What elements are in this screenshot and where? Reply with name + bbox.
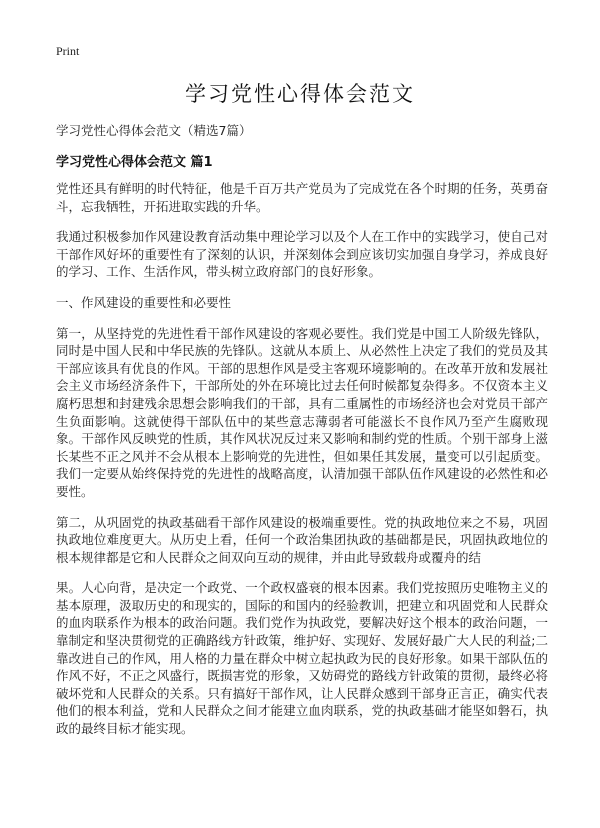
paragraph-first-point: 第一，从坚持党的先进性看干部作风建设的客观必要性。我们党是中国工人阶级先锋队，同时是中国人民和中华民族的先锋队。这就从本质上、从必然性上决定了我们的党员及其干部应该具有优良的作风。干部的思想作风是受主客观环境影响的。在改革开放和发展社会主义市场经济条件下，干部所处的外在环境比过去任何时候都复杂得多。不仅资本主义腐朽思想和封建残余思想会影响我们的干部，具有二重属性的市场经济也会对党员干部产生负面影响。这就使得干部队伍中的某些意志薄弱者可能滋长不良作风乃至产生腐败现象。干部作风反映党的性质，其作风状况反过来又影响和制约党的性质。个别干部身上滋长某些不正之风并不会从根本上影响党的先进性，但如果任其发展，量变可以引起质变。我们一定要从始终保持党的先进性的战略高度，认清加强干部队伍作风建设的必然性和必要性。 <box>56 325 548 499</box>
paragraph-continuation: 果。人心向背，是决定一个政党、一个政权盛衰的根本因素。我们党按照历史唯物主义的基本原理，汲取历史的和现实的，国际的和国内的经验教训，把建立和巩固党和人民群众的血肉联系作为根本的政治问题。我们党作为执政党，要解决好这个根本的政治问题，一靠制定和坚决贯彻党的正确路线方针政策，维护好、实现好、发展好最广大人民的利益;二靠改进自己的作风，用人格的力量在群众中树立起执政为民的良好形象。如果干部队伍的作风不好，不正之风盛行，既损害党的形象，又妨碍党的路线方针政策的贯彻，最终必将破坏党和人民群众的关系。只有搞好干部作风，让人民群众感到干部身正言正，确实代表他们的根本利益，党和人民群众之间才能建立血肉联系，党的执政基础才能坚如磐石，执政的最终目标才能实现。 <box>56 580 548 737</box>
paragraph-second-point: 第二，从巩固党的执政基础看干部作风建设的极端重要性。党的执政地位来之不易，巩固执政地位难度更大。从历史上看，任何一个政治集团执政的基础都是民，巩固执政地位的根本规律都是它和人民群众之间双向互动的规律，并由此导致载舟或覆舟的结 <box>56 514 548 565</box>
body-text <box>56 180 548 751</box>
document-title: 学习党性心得体会范文 <box>185 82 415 106</box>
paragraph-study: 我通过积极参加作风建设教育活动集中理论学习以及个人在工作中的实践学习，使自己对干部作风好坏的重要性有了深刻的认识，并深刻体会到应该切实加强自身学习，养成良好的学习、工作、生活作风，带头树立政府部门的良好形象。 <box>56 229 548 280</box>
paragraph-heading-importance: 一、作风建设的重要性和必要性 <box>56 294 232 310</box>
document-subtitle: 学习党性心得体会范文（精选7篇） <box>56 123 252 138</box>
print-label[interactable]: Print <box>56 44 80 58</box>
section-heading: 学习党性心得体会范文 篇1 <box>56 155 213 170</box>
paragraph-intro: 党性还具有鲜明的时代特征，他是千百万共产党员为了完成党在各个时期的任务，英勇奋斗，忘我牺牲，开拓进取实践的升华。 <box>56 181 548 214</box>
